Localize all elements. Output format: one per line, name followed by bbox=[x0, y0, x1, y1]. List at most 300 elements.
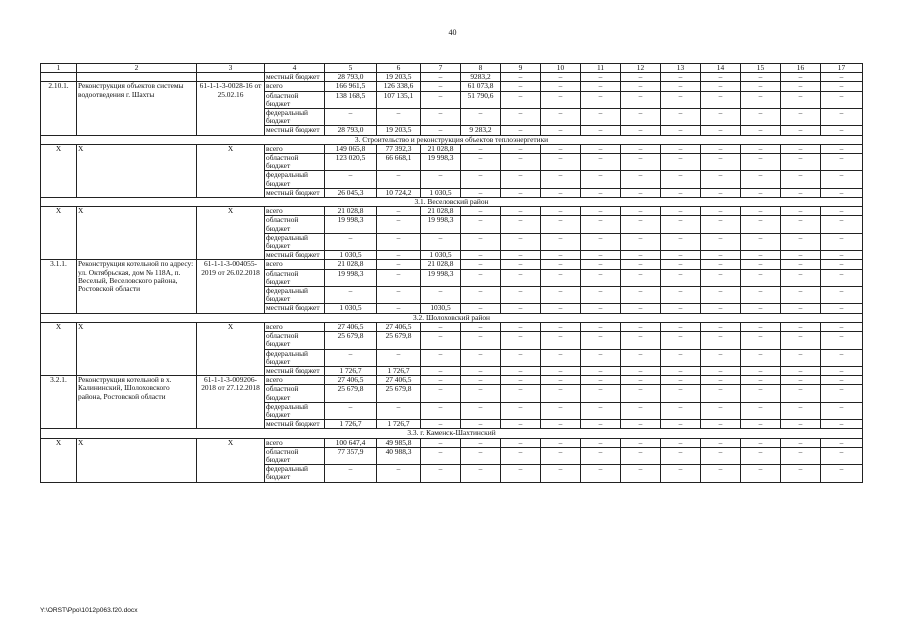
value-col5: 27 406,5 bbox=[325, 322, 377, 331]
value-col6: – bbox=[377, 171, 421, 188]
value-col7: 21 028,8 bbox=[421, 207, 461, 216]
page-number: 40 bbox=[448, 28, 457, 37]
value-col7: – bbox=[421, 171, 461, 188]
empty-dash: – bbox=[661, 171, 701, 188]
empty-dash: – bbox=[621, 126, 661, 135]
empty-dash: – bbox=[501, 144, 541, 153]
value-col7: 21 028,8 bbox=[421, 260, 461, 269]
empty-dash: – bbox=[581, 349, 621, 366]
value-col8: – bbox=[461, 144, 501, 153]
empty-dash: – bbox=[741, 438, 781, 447]
empty-dash: – bbox=[661, 188, 701, 197]
value-col5: 25 679,8 bbox=[325, 385, 377, 402]
empty-dash: – bbox=[581, 465, 621, 482]
table-row bbox=[41, 438, 863, 447]
empty-dash: – bbox=[821, 269, 863, 286]
empty-dash: – bbox=[741, 304, 781, 313]
funding-source: местный бюджет bbox=[265, 126, 325, 135]
empty-dash: – bbox=[701, 109, 741, 126]
empty-dash: – bbox=[821, 73, 863, 82]
value-col5: – bbox=[325, 171, 377, 188]
value-col8: – bbox=[461, 385, 501, 402]
value-col8: – bbox=[461, 154, 501, 171]
column-number: 12 bbox=[621, 64, 661, 73]
empty-dash: – bbox=[781, 349, 821, 366]
empty-dash: – bbox=[541, 385, 581, 402]
funding-source: местный бюджет bbox=[265, 73, 325, 82]
value-col6: 25 679,8 bbox=[377, 332, 421, 349]
empty-dash: – bbox=[701, 385, 741, 402]
empty-dash: – bbox=[821, 420, 863, 429]
empty-dash: – bbox=[701, 287, 741, 304]
empty-dash: – bbox=[741, 366, 781, 375]
empty-dash: – bbox=[541, 171, 581, 188]
value-col7: – bbox=[421, 233, 461, 250]
empty-dash: – bbox=[541, 420, 581, 429]
empty-dash: – bbox=[541, 269, 581, 286]
empty-dash: – bbox=[701, 420, 741, 429]
empty-dash: – bbox=[821, 144, 863, 153]
empty-dash: – bbox=[741, 109, 781, 126]
empty-dash: – bbox=[821, 349, 863, 366]
value-col7: – bbox=[421, 287, 461, 304]
empty-dash: – bbox=[661, 207, 701, 216]
empty-dash: – bbox=[541, 188, 581, 197]
value-col5: 26 045,3 bbox=[325, 188, 377, 197]
value-col6: 77 392,3 bbox=[377, 144, 421, 153]
value-col8: – bbox=[461, 188, 501, 197]
expertise-number: Х bbox=[197, 144, 265, 197]
empty-dash: – bbox=[581, 366, 621, 375]
expertise-number: Х bbox=[197, 438, 265, 482]
empty-dash: – bbox=[621, 349, 661, 366]
empty-dash: – bbox=[781, 260, 821, 269]
empty-dash: – bbox=[621, 91, 661, 108]
empty-dash: – bbox=[781, 287, 821, 304]
empty-dash: – bbox=[501, 216, 541, 233]
funding-source: местный бюджет bbox=[265, 366, 325, 375]
value-col8: 9283,2 bbox=[461, 73, 501, 82]
empty-dash: – bbox=[741, 233, 781, 250]
column-number: 11 bbox=[581, 64, 621, 73]
empty-dash: – bbox=[581, 144, 621, 153]
value-col6: 49 985,8 bbox=[377, 438, 421, 447]
expertise-number: Х bbox=[197, 207, 265, 260]
value-col5: – bbox=[325, 349, 377, 366]
value-col8: – bbox=[461, 304, 501, 313]
value-col5: 77 357,9 bbox=[325, 447, 377, 464]
empty-dash: – bbox=[741, 91, 781, 108]
empty-dash: – bbox=[581, 447, 621, 464]
empty-dash: – bbox=[821, 376, 863, 385]
value-col8: – bbox=[461, 366, 501, 375]
value-col7: – bbox=[421, 82, 461, 91]
empty-dash: – bbox=[701, 171, 741, 188]
value-col6: 10 724,2 bbox=[377, 188, 421, 197]
value-col8: – bbox=[461, 287, 501, 304]
table-row bbox=[41, 322, 863, 331]
empty-dash: – bbox=[581, 126, 621, 135]
value-col5: 25 679,8 bbox=[325, 332, 377, 349]
empty-dash: – bbox=[621, 216, 661, 233]
value-col6: 19 203,5 bbox=[377, 73, 421, 82]
empty-dash: – bbox=[661, 233, 701, 250]
empty-dash: – bbox=[541, 82, 581, 91]
expertise-number: 61-1-1-3-0028-16 от 25.02.16 bbox=[197, 82, 265, 135]
funding-source: местный бюджет bbox=[265, 304, 325, 313]
empty-dash: – bbox=[741, 465, 781, 482]
empty-dash: – bbox=[701, 144, 741, 153]
empty-dash: – bbox=[541, 154, 581, 171]
value-col7: – bbox=[421, 349, 461, 366]
funding-source: федеральный бюджет bbox=[265, 171, 325, 188]
value-col7: – bbox=[421, 420, 461, 429]
funding-source: местный бюджет bbox=[265, 420, 325, 429]
empty-dash: – bbox=[821, 126, 863, 135]
funding-source: областной бюджет bbox=[265, 269, 325, 286]
empty-dash: – bbox=[781, 465, 821, 482]
value-col7: 1 030,5 bbox=[421, 251, 461, 260]
value-col6: – bbox=[377, 287, 421, 304]
value-col7: – bbox=[421, 402, 461, 419]
item-number: 2.10.1. bbox=[41, 82, 77, 135]
table-row bbox=[41, 376, 863, 385]
funding-source: местный бюджет bbox=[265, 188, 325, 197]
empty-dash: – bbox=[741, 207, 781, 216]
empty-dash: – bbox=[501, 304, 541, 313]
value-col5: – bbox=[325, 287, 377, 304]
empty-dash: – bbox=[541, 109, 581, 126]
empty-cell bbox=[77, 73, 197, 82]
value-col8: – bbox=[461, 251, 501, 260]
empty-dash: – bbox=[821, 366, 863, 375]
empty-dash: – bbox=[741, 126, 781, 135]
value-col8: – bbox=[461, 171, 501, 188]
empty-dash: – bbox=[621, 376, 661, 385]
value-col7: – bbox=[421, 447, 461, 464]
empty-dash: – bbox=[701, 322, 741, 331]
funding-source: федеральный бюджет bbox=[265, 233, 325, 250]
column-number: 15 bbox=[741, 64, 781, 73]
value-col5: 138 168,5 bbox=[325, 91, 377, 108]
value-col5: 27 406,5 bbox=[325, 376, 377, 385]
file-path-footer: Y:\ORST\Ppo\1012p063.f20.docx bbox=[40, 607, 138, 614]
empty-dash: – bbox=[741, 376, 781, 385]
value-col6: 27 406,5 bbox=[377, 376, 421, 385]
empty-dash: – bbox=[781, 188, 821, 197]
value-col5: 1 726,7 bbox=[325, 420, 377, 429]
funding-source: областной бюджет bbox=[265, 154, 325, 171]
empty-dash: – bbox=[661, 332, 701, 349]
empty-dash: – bbox=[501, 126, 541, 135]
empty-dash: – bbox=[741, 260, 781, 269]
item-name: Реконструкция объектов системы водоотведения г. Шахты bbox=[77, 82, 197, 135]
empty-dash: – bbox=[741, 322, 781, 331]
empty-dash: – bbox=[661, 251, 701, 260]
value-col6: 107 135,1 bbox=[377, 91, 421, 108]
table-row bbox=[41, 82, 863, 91]
empty-dash: – bbox=[581, 171, 621, 188]
value-col7: – bbox=[421, 366, 461, 375]
section-row bbox=[41, 135, 863, 144]
empty-dash: – bbox=[541, 207, 581, 216]
empty-dash: – bbox=[821, 304, 863, 313]
empty-dash: – bbox=[581, 207, 621, 216]
item-number: Х bbox=[41, 207, 77, 260]
funding-source: всего bbox=[265, 144, 325, 153]
empty-dash: – bbox=[581, 287, 621, 304]
section-title: 3.2. Шолоховский район bbox=[41, 313, 863, 322]
funding-source: областной бюджет bbox=[265, 91, 325, 108]
empty-dash: – bbox=[701, 82, 741, 91]
empty-dash: – bbox=[701, 366, 741, 375]
empty-dash: – bbox=[661, 376, 701, 385]
empty-dash: – bbox=[781, 447, 821, 464]
value-col6: 66 668,1 bbox=[377, 154, 421, 171]
empty-dash: – bbox=[541, 465, 581, 482]
empty-dash: – bbox=[621, 366, 661, 375]
empty-dash: – bbox=[621, 332, 661, 349]
empty-dash: – bbox=[581, 109, 621, 126]
empty-dash: – bbox=[541, 126, 581, 135]
empty-dash: – bbox=[781, 233, 821, 250]
value-col5: – bbox=[325, 402, 377, 419]
table-row bbox=[41, 260, 863, 269]
value-col6: – bbox=[377, 465, 421, 482]
expertise-number: 61-1-1-3-004055-2019 от 26.02.2018 bbox=[197, 260, 265, 313]
funding-source: всего bbox=[265, 438, 325, 447]
empty-dash: – bbox=[621, 260, 661, 269]
value-col5: 1 030,5 bbox=[325, 251, 377, 260]
empty-dash: – bbox=[501, 349, 541, 366]
funding-source: областной бюджет bbox=[265, 332, 325, 349]
empty-dash: – bbox=[661, 260, 701, 269]
table-body bbox=[41, 64, 863, 483]
empty-dash: – bbox=[621, 154, 661, 171]
value-col8: 9 283,2 bbox=[461, 126, 501, 135]
empty-dash: – bbox=[821, 287, 863, 304]
empty-dash: – bbox=[821, 385, 863, 402]
funding-source: областной бюджет bbox=[265, 447, 325, 464]
empty-dash: – bbox=[581, 251, 621, 260]
empty-dash: – bbox=[621, 322, 661, 331]
item-number: Х bbox=[41, 144, 77, 197]
empty-dash: – bbox=[541, 73, 581, 82]
empty-dash: – bbox=[821, 233, 863, 250]
budget-table bbox=[40, 63, 863, 483]
item-number: Х bbox=[41, 438, 77, 482]
value-col8: – bbox=[461, 233, 501, 250]
column-number: 2 bbox=[77, 64, 197, 73]
empty-dash: – bbox=[701, 260, 741, 269]
empty-dash: – bbox=[781, 402, 821, 419]
empty-dash: – bbox=[781, 385, 821, 402]
section-row bbox=[41, 198, 863, 207]
value-col8: – bbox=[461, 349, 501, 366]
empty-dash: – bbox=[581, 304, 621, 313]
empty-dash: – bbox=[621, 109, 661, 126]
value-col6: – bbox=[377, 207, 421, 216]
empty-dash: – bbox=[781, 82, 821, 91]
empty-dash: – bbox=[821, 251, 863, 260]
empty-dash: – bbox=[741, 402, 781, 419]
value-col7: – bbox=[421, 73, 461, 82]
empty-dash: – bbox=[701, 251, 741, 260]
value-col7: – bbox=[421, 376, 461, 385]
empty-dash: – bbox=[621, 385, 661, 402]
empty-dash: – bbox=[821, 260, 863, 269]
empty-dash: – bbox=[501, 402, 541, 419]
empty-dash: – bbox=[581, 82, 621, 91]
value-col6: – bbox=[377, 349, 421, 366]
empty-dash: – bbox=[741, 216, 781, 233]
empty-dash: – bbox=[621, 73, 661, 82]
empty-dash: – bbox=[701, 304, 741, 313]
column-number: 9 bbox=[501, 64, 541, 73]
value-col5: 1 726,7 bbox=[325, 366, 377, 375]
value-col8: – bbox=[461, 109, 501, 126]
table-row bbox=[41, 207, 863, 216]
value-col7: 19 998,3 bbox=[421, 269, 461, 286]
empty-dash: – bbox=[821, 91, 863, 108]
empty-dash: – bbox=[661, 447, 701, 464]
empty-dash: – bbox=[781, 269, 821, 286]
section-row bbox=[41, 429, 863, 438]
empty-dash: – bbox=[781, 171, 821, 188]
value-col5: 21 028,8 bbox=[325, 260, 377, 269]
value-col6: 27 406,5 bbox=[377, 322, 421, 331]
funding-source: всего bbox=[265, 376, 325, 385]
value-col7: 19 998,3 bbox=[421, 154, 461, 171]
empty-dash: – bbox=[781, 216, 821, 233]
item-number: 3.1.1. bbox=[41, 260, 77, 313]
value-col8: – bbox=[461, 402, 501, 419]
empty-dash: – bbox=[781, 332, 821, 349]
empty-dash: – bbox=[741, 144, 781, 153]
empty-dash: – bbox=[701, 91, 741, 108]
value-col8: – bbox=[461, 438, 501, 447]
section-title: 3.3. г. Каменск-Шахтинский bbox=[41, 429, 863, 438]
column-number: 8 bbox=[461, 64, 501, 73]
empty-dash: – bbox=[661, 420, 701, 429]
empty-dash: – bbox=[581, 188, 621, 197]
empty-dash: – bbox=[661, 349, 701, 366]
item-name: Реконструкция котельной по адресу: ул. Октябрьская, дом № 118А, п. Веселый, Веселовского района, Ростовской области bbox=[77, 260, 197, 313]
empty-dash: – bbox=[701, 447, 741, 464]
empty-dash: – bbox=[781, 144, 821, 153]
empty-dash: – bbox=[701, 402, 741, 419]
empty-dash: – bbox=[821, 109, 863, 126]
item-name: Х bbox=[77, 207, 197, 260]
empty-dash: – bbox=[541, 322, 581, 331]
funding-source: федеральный бюджет bbox=[265, 349, 325, 366]
value-col7: 1 030,5 bbox=[421, 188, 461, 197]
empty-cell bbox=[197, 73, 265, 82]
empty-dash: – bbox=[781, 154, 821, 171]
empty-dash: – bbox=[661, 304, 701, 313]
value-col8: 51 790,6 bbox=[461, 91, 501, 108]
value-col7: – bbox=[421, 109, 461, 126]
empty-dash: – bbox=[661, 438, 701, 447]
empty-dash: – bbox=[581, 269, 621, 286]
empty-dash: – bbox=[701, 349, 741, 366]
empty-dash: – bbox=[541, 260, 581, 269]
value-col7: – bbox=[421, 465, 461, 482]
empty-dash: – bbox=[821, 402, 863, 419]
empty-dash: – bbox=[741, 332, 781, 349]
empty-dash: – bbox=[741, 349, 781, 366]
empty-dash: – bbox=[581, 376, 621, 385]
column-number: 6 bbox=[377, 64, 421, 73]
empty-dash: – bbox=[581, 260, 621, 269]
empty-dash: – bbox=[821, 438, 863, 447]
empty-dash: – bbox=[701, 73, 741, 82]
empty-dash: – bbox=[621, 188, 661, 197]
empty-dash: – bbox=[541, 251, 581, 260]
empty-dash: – bbox=[741, 154, 781, 171]
empty-dash: – bbox=[821, 154, 863, 171]
value-col5: 100 647,4 bbox=[325, 438, 377, 447]
empty-dash: – bbox=[781, 438, 821, 447]
empty-dash: – bbox=[581, 385, 621, 402]
empty-dash: – bbox=[661, 154, 701, 171]
empty-dash: – bbox=[501, 73, 541, 82]
column-number: 16 bbox=[781, 64, 821, 73]
value-col5: 19 998,3 bbox=[325, 269, 377, 286]
empty-dash: – bbox=[741, 269, 781, 286]
value-col6: 19 203,5 bbox=[377, 126, 421, 135]
item-name: Х bbox=[77, 144, 197, 197]
funding-source: федеральный бюджет bbox=[265, 109, 325, 126]
value-col5: 19 998,3 bbox=[325, 216, 377, 233]
value-col6: 25 679,8 bbox=[377, 385, 421, 402]
value-col6: – bbox=[377, 402, 421, 419]
value-col8: – bbox=[461, 216, 501, 233]
empty-dash: – bbox=[581, 322, 621, 331]
value-col5: – bbox=[325, 233, 377, 250]
empty-dash: – bbox=[621, 207, 661, 216]
empty-dash: – bbox=[741, 447, 781, 464]
empty-dash: – bbox=[701, 233, 741, 250]
empty-dash: – bbox=[541, 349, 581, 366]
expertise-number: 61-1-1-3-009206-2018 от 27.12.2018 bbox=[197, 376, 265, 429]
value-col8: – bbox=[461, 260, 501, 269]
empty-dash: – bbox=[541, 144, 581, 153]
column-number: 13 bbox=[661, 64, 701, 73]
empty-dash: – bbox=[501, 420, 541, 429]
empty-dash: – bbox=[581, 91, 621, 108]
empty-dash: – bbox=[501, 207, 541, 216]
value-col8: – bbox=[461, 376, 501, 385]
empty-dash: – bbox=[661, 144, 701, 153]
empty-dash: – bbox=[621, 465, 661, 482]
empty-dash: – bbox=[701, 126, 741, 135]
empty-dash: – bbox=[621, 144, 661, 153]
value-col6: 1 726,7 bbox=[377, 366, 421, 375]
empty-dash: – bbox=[581, 332, 621, 349]
empty-dash: – bbox=[741, 251, 781, 260]
funding-source: всего bbox=[265, 207, 325, 216]
funding-source: всего bbox=[265, 260, 325, 269]
empty-dash: – bbox=[581, 438, 621, 447]
empty-dash: – bbox=[821, 171, 863, 188]
empty-dash: – bbox=[541, 216, 581, 233]
empty-dash: – bbox=[501, 109, 541, 126]
value-col8: 61 073,8 bbox=[461, 82, 501, 91]
empty-dash: – bbox=[621, 438, 661, 447]
empty-dash: – bbox=[781, 207, 821, 216]
empty-dash: – bbox=[781, 251, 821, 260]
